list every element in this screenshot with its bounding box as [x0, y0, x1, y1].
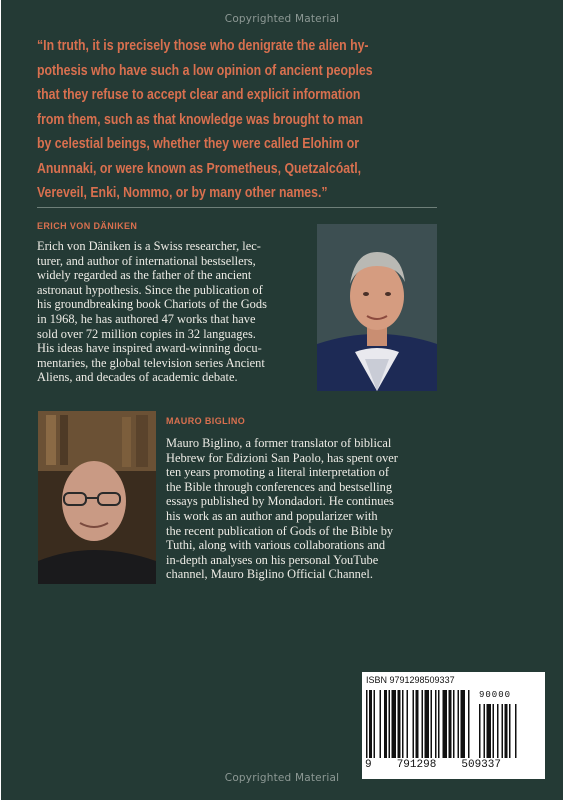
book-back-cover: [1, 0, 563, 800]
bio-line: astronaut hypothesis. Since the publication of: [37, 282, 263, 297]
bio-line: Aliens, and decades of academic debate.: [37, 370, 238, 385]
barcode-digit-group: 509337: [461, 759, 501, 771]
bio-line: Tuthi, along with various collaborations and: [166, 538, 386, 553]
bio-line: ten years promoting a literal interpretation of: [166, 465, 389, 480]
bio-line: the recent publication of Gods of the Bible by: [166, 523, 394, 538]
author-photo-daniken: [317, 224, 437, 391]
bio-line: in 1968, he has authored 47 works that have: [37, 311, 256, 326]
barcode-digits: [365, 759, 501, 771]
bio-line: widely regarded as the father of the ancient: [37, 268, 252, 283]
quote-line: pothesis who have such a low opinion of ancient peoples: [37, 61, 373, 79]
bio-line: his work as an author and popularizer with: [166, 508, 378, 523]
quote-line: Anunnaki, or were known as Prometheus, Quetzalcóatl,: [37, 159, 362, 177]
portrait-illustration: [38, 411, 156, 584]
author-heading-biglino: MAURO BIGLINO: [166, 416, 246, 426]
quote-line: Vereveil, Enki, Nommo, or by many other names.”: [37, 184, 328, 201]
bio-line: Mauro Biglino, a former translator of biblical: [166, 436, 392, 450]
watermark-bottom: Copyrighted Material: [224, 772, 340, 784]
quote-line: that they refuse to accept clear and explicit information: [37, 86, 361, 103]
bio-line: mentaries, the global television series Ancient: [37, 355, 265, 370]
bio-line: the Bible through conferences and bestselling: [166, 479, 393, 494]
bio-line: his groundbreaking book Chariots of the Gods: [37, 297, 267, 312]
quote-line: by celestial beings, whether they were called Elohim or: [37, 135, 360, 152]
author-photo-biglino: [38, 411, 156, 584]
bio-line: in-depth analyses on his personal YouTube: [166, 552, 379, 567]
portrait-illustration: [317, 224, 437, 391]
divider: [37, 207, 437, 208]
isbn-label: ISBN 9791298509337: [366, 675, 455, 685]
author-heading-daniken: ERICH VON DÄNIKEN: [37, 221, 138, 231]
bio-line: turer, and author of international bestsellers,: [37, 253, 256, 268]
pull-quote: [37, 34, 429, 206]
price-code: 90000: [479, 690, 512, 700]
barcode-digit-group: 9: [365, 759, 372, 771]
watermark-top: Copyrighted Material: [224, 13, 340, 25]
bio-line: essays published by Mondadori. He continues: [166, 494, 394, 509]
quote-line: “In truth, it is precisely those who denigrate the alien hy-: [37, 37, 369, 54]
bio-line: channel, Mauro Biglino Official Channel.: [166, 567, 373, 582]
author-bio-daniken: [37, 239, 307, 385]
bio-line: sold over 72 million copies in 32 languages.: [37, 326, 256, 341]
quote-line: from them, such as that knowledge was brought to man: [37, 110, 364, 128]
bio-line: His ideas have inspired award-winning docu-: [37, 341, 262, 356]
barcode-digit-group: 791298: [396, 759, 437, 771]
bio-line: Hebrew for Edizioni San Paolo, has spent over: [166, 450, 398, 465]
bio-line: Erich von Däniken is a Swiss researcher, lec-: [37, 239, 261, 253]
author-bio-biglino: [166, 436, 437, 582]
